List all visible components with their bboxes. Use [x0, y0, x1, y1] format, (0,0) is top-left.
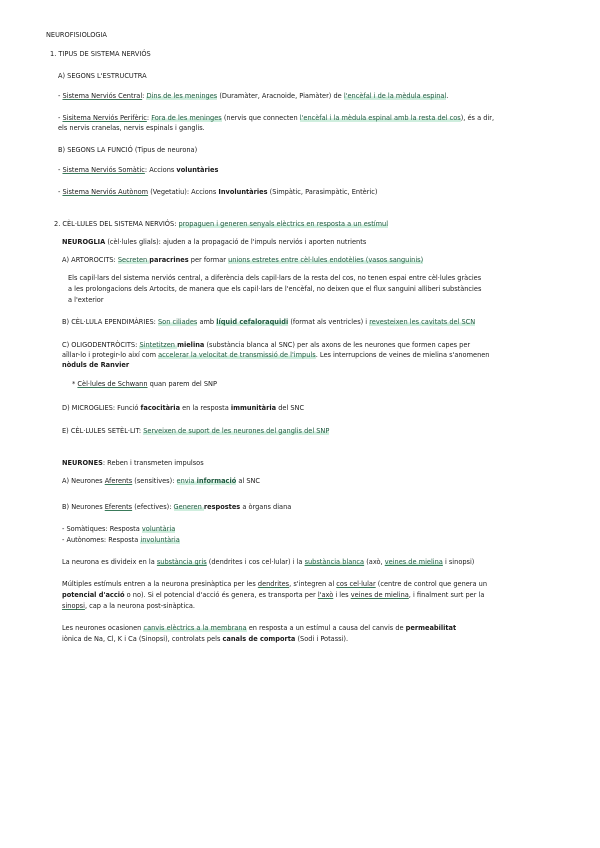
snc-line: - Sistema Nerviós Central: Dins de les meninges (Duramàter, Aracnoide, Piamàter) de l'encèfal i de la mèdula espinal.: [58, 92, 449, 100]
autonom-line: - Sistema Nerviós Autònom (Vegetatiu): Accions Involuntàries (Simpàtic, Parasimpàtic, Entèric): [58, 188, 378, 196]
schwann-line: * Cèl·lules de Schwann quan parem del SNP: [72, 380, 217, 388]
microglies-line: D) MICROGLIES: Funció facocitària en la resposta immunitària del SNC: [62, 404, 305, 412]
neurones-line: NEURONES: Reben i transmeten impulsos: [62, 459, 204, 467]
section-2-heading: 2. CÈL·LULES DEL SISTEMA NERVIÓS: propaguen i generen senyals elèctrics en resposta a un estímul: [54, 220, 389, 228]
somatic-line: - Sistema Nerviós Somàtic: Accions voluntàries: [58, 166, 219, 174]
snp-line: - Sisitema Nerviós Perifèric: Fora de les meninges (nervis que connecten l'encèfal i la mèdula espinal amb la resta del cos), és a dir,: [58, 114, 495, 122]
astrocits-para-2: a les prolongacions dels Artocits, de manera que els capil·lars de l'encèfal, no deixen que el flux sanguini alliberi substàncies: [68, 285, 482, 293]
aferents-line: A) Neurones Aferents (sensitives): envia informació al SNC: [62, 477, 261, 485]
astrocits-para-1: Els capil·lars del sistema nerviós central, a diferència dels capil·lars de la resta del cos, no tenen espai entre cèl·lules gràcies: [68, 274, 482, 282]
ocasionen-line-2: iònica de Na, Cl, K i Ca (Sinopsi), controlats pels canals de comporta (Sodi i Potassi).: [62, 635, 349, 643]
ocasionen-line-1: Les neurones ocasionen canvis elèctrics a la membrana en resposta a un estímul a causa del canvis de permeabilitat: [62, 624, 457, 632]
somatiques-line: - Somàtiques: Resposta voluntària: [62, 525, 176, 533]
multiples-line-2: potencial d'acció o no). Si el potencial d'acció és genera, es transporta per l'axò i les veines de mielina, i finalment surt per la: [62, 591, 485, 599]
subsection-a-heading: A) SEGONS L'ESTRUCUTRA: [58, 72, 147, 80]
satelit-line: E) CÈL·LULES SETÈL·LIT: Serveixen de suport de les neurones del ganglis del SNP: [62, 427, 330, 435]
multiples-line-3: sinopsi, cap a la neurona post-sinàptica.: [62, 602, 195, 610]
subsection-b-heading: B) SEGONS LA FUNCIÓ (Tipus de neurona): [58, 146, 198, 154]
oligo-line-2: aïllar-lo i protegir-lo així com accelerar la velocitat de transmissió de l'impuls. Les interrupcions de veines de mielina s'anomenen: [62, 351, 490, 359]
divideix-line: La neurona es divideix en la substància gris (dendrites i cos cel·lular) i la substància blanca (axò, veines de mielina i sinopsi): [62, 558, 475, 566]
multiples-line-1: Múltiples estímuls entren a la neurona presinàptica per les dendrites, s'integren al cos cel·lular (centre de control que genera un: [62, 580, 488, 588]
snp-line-2: els nervis cranelas, nervis espinals i ganglis.: [58, 124, 205, 132]
neuroglia-line: NEUROGLIA (cèl·lules glials): ajuden a la propagació de l'impuls nerviós i aporten nutrients: [62, 238, 367, 246]
eferents-line: B) Neurones Eferents (efectives): Generen respostes a òrgans diana: [62, 503, 292, 511]
autonomes-line: - Autònomes: Resposta involuntària: [62, 536, 180, 544]
oligo-line-1: C) OLIGODENTRÒCITS: Sintetitzen mielina (substància blanca al SNC) per als axons de les neurones que formen capes per: [62, 341, 471, 349]
section-1-heading: 1. TIPUS DE SISTEMA NERVIÓS: [50, 50, 151, 58]
ependim-line: B) CÈL·LULA EPENDIMÀRIES: Son ciliades amb líquid cefaloraquidi (format als ventricles) i revesteixen les cavitats del SCN: [62, 318, 476, 326]
doc-title: NEUROFISIOLOGIA: [46, 31, 107, 39]
astrocits-line: A) ARTOROCITS: Secreten paracrines per formar unions estretes entre cèl·lules endotèlies (vasos sanguinis): [62, 256, 424, 264]
astrocits-para-3: a l'exterior: [68, 296, 104, 304]
oligo-line-3: nòduls de Ranvier: [62, 361, 130, 369]
